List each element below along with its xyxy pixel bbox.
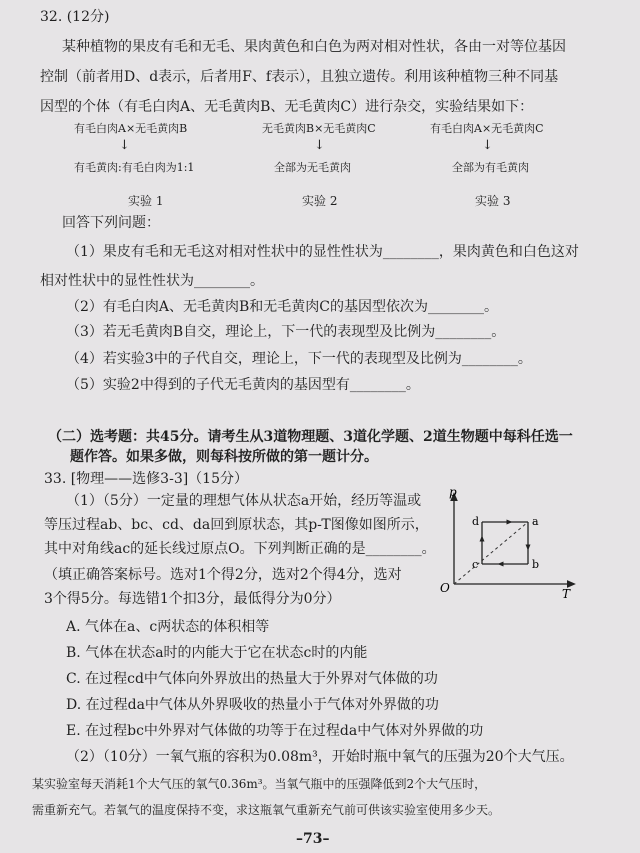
section2-line-1: （二）选考题：共45分。请考生从3道物理题、3道化学题、2道生物题中每科任选一 — [48, 429, 573, 445]
q33-part1-line-1: （1）（5分）一定量的理想气体从状态a开始，经历等温或 — [66, 493, 422, 509]
option-c: C. 在过程cd中气体向外界放出的热量大于外界对气体做的功 — [66, 671, 438, 687]
section2-line-2: 题作答。如果多做，则每科按所做的第一题计分。 — [70, 449, 378, 465]
q32-intro-line-1: 某种植物的果皮有毛和无毛、果肉黄色和白色为两对相对性状，各由一对等位基因 — [62, 39, 566, 55]
q33-part1-line-5: 3个得5分。每选错1个扣3分，最低得分为0分） — [44, 591, 341, 607]
option-b: B. 气体在状态a时的内能大于它在状态c时的内能 — [66, 645, 368, 661]
option-a: A. 气体在a、c两状态的体积相等 — [66, 619, 270, 635]
experiment-1-result: 有毛黄肉:有毛白肉为1:1 — [74, 161, 195, 174]
q33-part2-line-1: （2）（10分）一氧气瓶的容积为0.08m³，开始时瓶中氧气的压强为20个大气压。 — [66, 749, 574, 765]
experiment-2-result: 全部为无毛黄肉 — [274, 161, 351, 174]
q33-part2-line-3: 需重新充气。若氧气的温度保持不变，求这瓶氧气重新充气前可供该实验室使用多少天。 — [32, 803, 501, 817]
down-arrow-icon: ↓ — [314, 138, 325, 153]
point-a-label: a — [532, 515, 539, 528]
q33-header: 33. [物理——选修3-3]（15分） — [44, 471, 248, 487]
experiment-2-parents: 无毛黄肉B×无毛黄肉C — [262, 122, 376, 135]
down-arrow-icon: ↓ — [482, 138, 493, 153]
page-number: –73– — [296, 831, 330, 847]
q32-intro-line-2: 控制（前者用D、d表示，后者用F、f表示），且独立遗传。利用该种植物三种不同基 — [40, 69, 559, 85]
experiment-3 — [430, 120, 544, 175]
q32-question-1b: 相对性状中的显性性状为________。 — [40, 273, 264, 289]
experiment-3-result: 全部为有毛黄肉 — [452, 161, 529, 174]
diagonal-ac — [454, 522, 528, 584]
origin-label: O — [440, 581, 450, 595]
q32-intro-line-3: 因型的个体（有毛白肉A、无毛黄肉B、无毛黄肉C）进行杂交，实验结果如下： — [40, 99, 534, 115]
q33-part2-line-2: 某实验室每天消耗1个大气压的氧气0.36m³。当氧气瓶中的压强降低到2个大气压时， — [32, 777, 487, 791]
point-b-label: b — [532, 558, 540, 571]
q33-part1-line-2: 等压过程ab、bc、cd、da回到原状态，其p-T图像如图所示， — [44, 517, 429, 533]
p-t-diagram — [432, 484, 582, 604]
q32-question-1a: （1）果皮有毛和无毛这对相对性状中的显性性状为________，果肉黄色和白色这对 — [66, 244, 579, 260]
q32-question-3: （3）若无毛黄肉B自交，理论上，下一代的表现型及比例为________。 — [66, 324, 506, 340]
q32-question-4: （4）若实验3中的子代自交，理论上，下一代的表现型及比例为________。 — [66, 351, 532, 367]
experiment-1-parents: 有毛白肉A×无毛黄肉B — [74, 122, 188, 135]
option-e: E. 在过程bc中外界对气体做的功等于在过程da中气体对外界做的功 — [66, 723, 484, 739]
t-axis-label: T — [562, 587, 571, 601]
experiment-2-label: 实验 2 — [302, 194, 338, 208]
experiment-2 — [262, 120, 376, 175]
q32-header: 32. (12分) — [40, 9, 110, 25]
q32-prompt: 回答下列问题： — [62, 215, 160, 231]
option-d: D. 在过程da中气体从外界吸收的热量小于气体对外界做的功 — [66, 697, 439, 713]
experiment-3-label: 实验 3 — [475, 194, 511, 208]
experiment-1-label: 实验 1 — [128, 194, 164, 208]
p-axis-label: p — [449, 485, 457, 499]
down-arrow-icon: ↓ — [119, 138, 130, 153]
q33-part1-line-3: 其中对角线ac的延长线过原点O。下列判断正确的是________。 — [44, 541, 436, 557]
experiment-3-parents: 有毛白肉A×无毛黄肉C — [430, 122, 544, 135]
q33-part1-line-4: （填正确答案标号。选对1个得2分，选对2个得4分，选对 — [44, 567, 402, 583]
experiment-1 — [74, 120, 194, 175]
q32-question-2: （2）有毛白肉A、无毛黄肉B和无毛黄肉C的基因型依次为________。 — [66, 299, 499, 315]
point-d-label: d — [472, 515, 480, 528]
point-c-label: c — [472, 558, 479, 571]
q32-question-5: （5）实验2中得到的子代无毛黄肉的基因型有________。 — [66, 377, 420, 393]
